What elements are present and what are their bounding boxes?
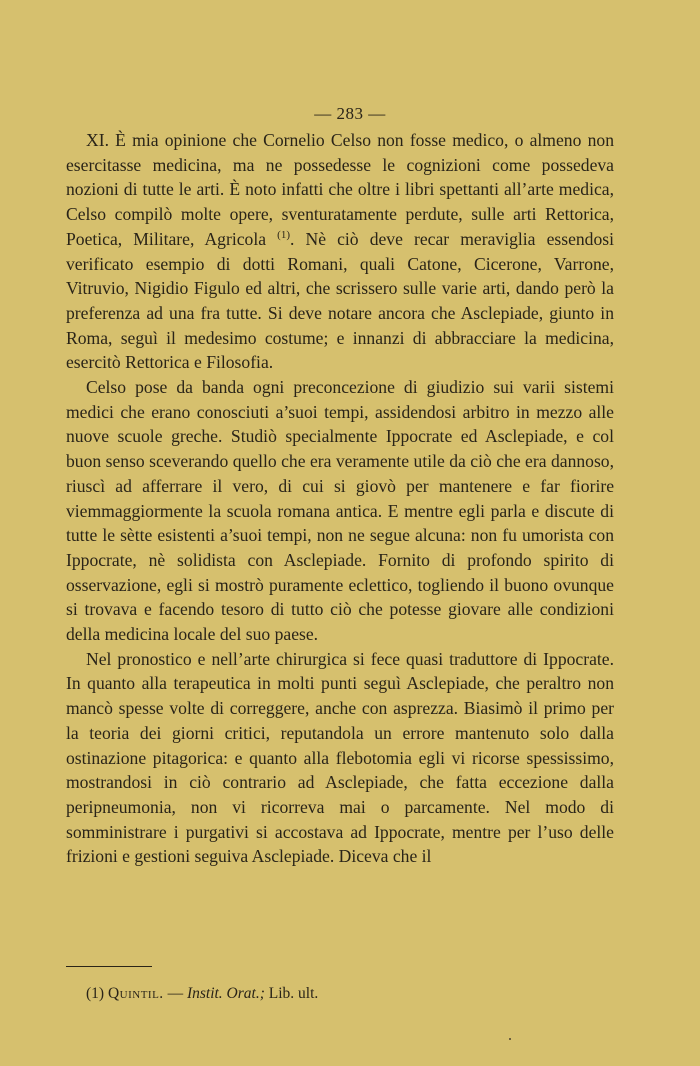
body-text	[66, 128, 614, 869]
footnote-rest: Lib. ult.	[268, 985, 319, 1002]
footnote-author: Quintil.	[107, 985, 164, 1002]
footnote-number: (1)	[86, 985, 105, 1002]
footnote	[86, 984, 606, 1004]
paper-speck	[509, 1038, 511, 1040]
paragraph-3: Nel pronostico e nell’arte chirurgica si fece quasi traduttore di Ippocrate. In quanto alla terapeutica in molti punti seguì Asclepiade, che peraltro non mancò spesse volte di correggere, anche con asprezza. Biasimò il primo per la teoria dei giorni critici, reputandola un errore mantenuto solo dalla ostinazione pitagorica: e quanto alla flebotomia egli vi ricorse spessissimo, mostrandosi in ciò contrario ad Asclepiade, che fatta eccezione dalla peripneumonia, non vi ricorreva mai o parcamente. Nel modo di somministrare i purgativi si accostava ad Ippocrate, mentre per l’uso delle frizioni e gestioni seguiva Asclepiade. Diceva che il	[66, 648, 614, 867]
paragraph-1-cont: Nè ciò deve recar meraviglia essendosi verificato esempio di dotti Romani, quali Catone, Cicerone, Varrone, Vitruvio, Nigidio Figulo ed altri, che scrissero sulle varie arti, dando però la preferenza ad una fra tutte. Si deve notare ancora che Asclepiade, giunto in Roma, seguì il medesimo costume; e innanzi di abbracciare la medicina, esercitò Rettorica e Filosofia.	[66, 228, 615, 373]
paragraph-1: XI. È mia opinione che Cornelio Celso non fosse medico, o almeno non esercitasse medicina, ma ne possedesse le cognizioni come possedeva nozioni di tutte le arti. È noto infatti che oltre i libri spettanti all’arte medica, Celso compilò molte opere, sventuratamente perdute, sulle arti Rettorica, Poetica, Militare, Agricola $^{(1)}$. Nè ciò deve recar meraviglia essendosi verificato esempio di dotti Romani, quali Catone, Cicerone, Varrone, Vitruvio, Nigidio Figulo ed altri, che scrissero sulle varie arti, dando però la preferenza ad una fra tutte. Si deve notare ancora che Asclepiade, giunto in Roma, seguì il medesimo costume; e innanzi di abbracciare la medicina, esercitò Rettorica e Filosofia.	[66, 130, 615, 373]
footnote-rule	[66, 966, 152, 967]
paragraph-1-text: XI. È mia opinione che Cornelio Celso non fosse medico, o almeno non esercitasse medicina, ma ne possedesse le cognizioni come possedeva nozioni di tutte le arti. È noto infatti che oltre i libri spettanti all’arte medica, Celso compilò molte opere, sventuratamente perdute, sulle arti Rettorica, Poetica, Militare, Agricola	[66, 130, 614, 249]
footnote-work: Instit. Orat.;	[186, 985, 265, 1002]
footnote-reference: (1)	[277, 228, 290, 241]
footnote-dash: —	[167, 985, 184, 1002]
paragraph-2: Celso pose da banda ogni preconcezione di giudizio sui varii sistemi medici che erano conosciuti a’suoi tempi, assidendosi arbitro in mezzo alle nuove scuole greche. Studiò specialmente Ippocrate ed Asclepiade, e col buon senso sceverando quello che era veramente utile da ciò che era dannoso, riuscì ad afferrare il vero, di cui si giovò per mantenere e far fiorire viemmaggiormente la scuola romana antica. E mentre egli parla e discute di tutte le sètte esistenti a’suoi tempi, non ne segue alcuna: non fu umorista con Ippocrate, nè solidista con Asclepiade. Fornito di profondo spirito di osservazione, egli si mostrò puramente eclettico, togliendo il buono ovunque si trovava e facendo tesoro di tutto ciò che potesse giovare alle condizioni della medicina locale del suo paese.	[66, 377, 614, 645]
page-number: — 283 —	[314, 104, 386, 123]
